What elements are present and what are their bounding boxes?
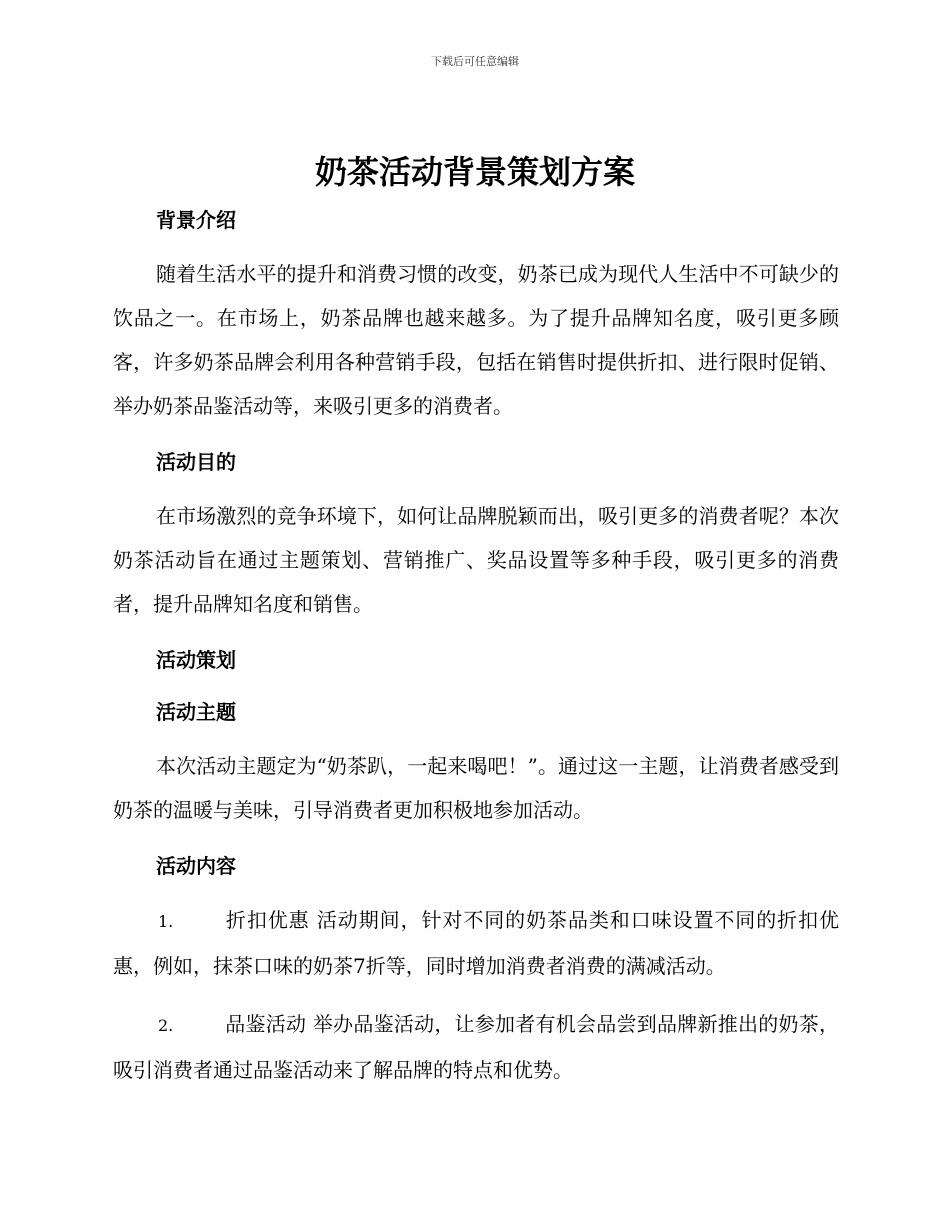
document-body [113, 200, 839, 1106]
document-title: 奶茶活动背景策划方案 [314, 153, 635, 191]
section-text-background: 随着生活水平的提升和消费习惯的改变，奶茶已成为现代人生活中不可缺少的饮品之一。在市场上，奶茶品牌也越来越多。为了提升品牌知名度，吸引更多顾客，许多奶茶品牌会利用各种营销手段，包括在销售时提供折扣、进行限时促销、举办奶茶品鉴活动等，来吸引更多的消费者。 [113, 262, 839, 418]
section-heading-planning: 活动策划 [156, 648, 236, 672]
list-item-number: 1. [158, 912, 174, 931]
section-heading-theme: 活动主题 [156, 700, 236, 724]
list-item-number: 2. [158, 1016, 174, 1035]
section-text-purpose: 在市场激烈的竞争环境下，如何让品牌脱颖而出，吸引更多的消费者呢？本次奶茶活动旨在通过主题策划、营销推广、奖品设置等多种手段，吸引更多的消费者，提升品牌知名度和销售。 [113, 504, 839, 616]
section-heading-background: 背景介绍 [156, 208, 236, 232]
list-item [113, 1002, 839, 1092]
section-heading-content: 活动内容 [156, 854, 236, 878]
section-text-theme: 本次活动主题定为“奶茶趴，一起来喝吧！”。通过这一主题，让消费者感受到奶茶的温暖与美味，引导消费者更加积极地参加活动。 [113, 754, 839, 822]
list-item-text: 折扣优惠 活动期间，针对不同的奶茶品类和口味设置不同的折扣优惠，例如，抹茶口味的奶茶7折等，同时增加消费者消费的满减活动。 [113, 908, 839, 978]
list-item-text: 品鉴活动 举办品鉴活动，让参加者有机会品尝到品牌新推出的奶茶，吸引消费者通过品鉴活动来了解品牌的特点和优势。 [113, 1012, 839, 1082]
header-note: 下载后可任意编辑 [431, 55, 519, 68]
section-heading-purpose: 活动目的 [156, 450, 236, 474]
list-item [113, 898, 839, 988]
